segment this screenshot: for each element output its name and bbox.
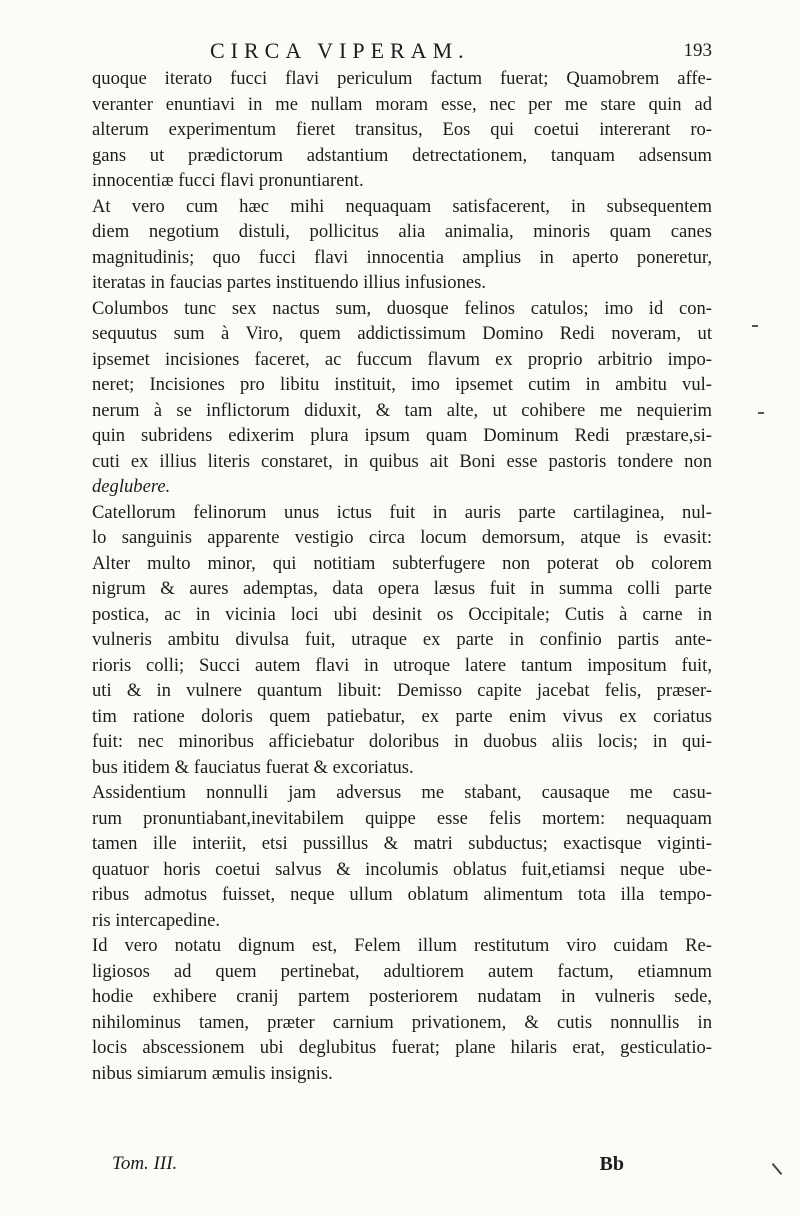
text-line: rum pronuntiabant,inevitabilem quippe esse felis mortem: nequaquam — [92, 807, 712, 829]
text-line: rioris colli; Succi autem flavi in utroque latere tantum impositum fuit, — [92, 654, 712, 676]
text-line: magnitudinis; quo fucci flavi innocentia amplius in aperto poneretur, — [92, 246, 712, 268]
margin-mark — [752, 325, 758, 327]
text-line: alterum experimentum fieret transitus, Eos qui coetui intererant ro- — [92, 119, 712, 140]
text-line: hodie exhibere cranij partem posteriorem nudatam in vulneris sede, — [92, 986, 712, 1007]
running-title: CIRCA VIPERAM. — [210, 38, 470, 63]
volume-number: Tom. III. — [112, 1153, 178, 1174]
text-line: nigrum & aures ademptas, data opera læsus fuit in summa colli parte — [92, 578, 712, 599]
text-line: locis abscessionem ubi deglubitus fuerat; plane hilaris erat, gesticulatio- — [92, 1037, 712, 1058]
page-header — [92, 38, 712, 68]
text-line: sequutus sum à Viro, quem addictissimum Domino Redi noveram, ut — [92, 323, 712, 344]
text-line: diem negotium distuli, pollicitus alia animalia, minoris quam canes — [92, 221, 712, 242]
text-line: uti & in vulnere quantum libuit: Demisso capite jacebat felis, præser- — [92, 680, 712, 701]
text-line: innocentiæ fucci flavi pronuntiarent. — [92, 170, 364, 191]
text-line: tamen ille interiit, etsi pussillus & matri subductus; exactisque viginti- — [92, 833, 712, 854]
text-line: Columbos tunc sex nactus sum, duosque felinos catulos; imo id con- — [92, 297, 712, 319]
page-footer — [92, 1153, 712, 1181]
text-line: fuit: nec minoribus afficiebatur doloribus in duobus aliis locis; in qui- — [92, 731, 712, 752]
margin-mark — [772, 1163, 783, 1175]
text-line: lo sanguinis apparente vestigio circa locum demorsum, atque is evasit: — [92, 527, 712, 548]
text-line: At vero cum hæc mihi nequaquam satisfacerent, in subsequentem — [92, 195, 712, 217]
paragraph — [92, 500, 712, 781]
text-line: veranter enuntiavi in me nullam moram esse, nec per me stare quin ad — [92, 93, 712, 115]
text-line: vulneris ambitu divulsa fuit, utraque ex parte in confinio partis ante- — [92, 629, 712, 650]
text-line: Alter multo minor, qui notitiam subterfugere non poterat ob colorem — [92, 552, 712, 574]
page-number: 193 — [683, 40, 712, 61]
text-line: ris intercapedine. — [92, 909, 221, 931]
text-line: ipsemet incisiones faceret, ac fuccum flavum ex proprio arbitrio impo- — [92, 348, 712, 370]
paragraph — [92, 194, 712, 296]
text-line: iteratas in faucias partes instituendo illius infusiones. — [92, 272, 487, 293]
text-line: neret; Incisiones pro libitu instituit, imo ipsemet cutim in ambitu vul- — [92, 374, 712, 395]
text-line: nihilominus tamen, præter carnium privationem, & cutis nonnullis in — [92, 1011, 712, 1033]
text-line: deglubere. — [92, 476, 171, 497]
text-line: cuti ex illius literis constaret, in quibus ait Boni esse pastoris tondere non — [92, 450, 712, 472]
text-line: Catellorum felinorum unus ictus fuit in auris parte cartilaginea, nul- — [92, 501, 712, 523]
margin-mark — [758, 412, 764, 414]
text-line: ligiosos ad quem pertinebat, adultiorem autem factum, etiamnum — [92, 960, 712, 982]
text-line: nerum à se inflictorum diduxit, & tam alte, ut cohibere me nequierim — [92, 399, 712, 421]
text-line: quin subridens edixerim plura ipsum quam Dominum Redi præstare,si- — [92, 425, 712, 446]
paragraph — [92, 933, 712, 1086]
text-line: quoque iterato fucci flavi periculum factum fuerat; Quamobrem affe- — [92, 68, 712, 89]
paragraph — [92, 66, 712, 194]
paragraph — [92, 296, 712, 500]
text-line: Assidentium nonnulli jam adversus me stabant, causaque me casu- — [92, 782, 712, 803]
text-line: bus itidem & fauciatus fuerat & excoriatus. — [92, 756, 414, 778]
text-line: ribus admotus fuisset, neque ullum oblatum alimentum tota illa tempo- — [92, 884, 712, 905]
paragraph — [92, 780, 712, 933]
text-line: tim ratione doloris quem patiebatur, ex parte enim vivus ex coriatus — [92, 705, 712, 727]
text-line: nibus simiarum æmulis insignis. — [92, 1062, 333, 1084]
text-line: postica, ac in vicinia loci ubi desinit os Occipitale; Cutis à carne in — [92, 603, 712, 625]
text-line: quatuor horis coetui salvus & incolumis oblatus fuit,etiamsi neque ube- — [92, 858, 712, 880]
text-line: gans ut prædictorum adstantium detrectationem, tanquam adsensum — [92, 144, 712, 166]
text-line: Id vero notatu dignum est, Felem illum restitutum viro cuidam Re- — [92, 935, 712, 956]
signature-mark: Bb — [599, 1153, 624, 1175]
body-text — [92, 66, 712, 1086]
